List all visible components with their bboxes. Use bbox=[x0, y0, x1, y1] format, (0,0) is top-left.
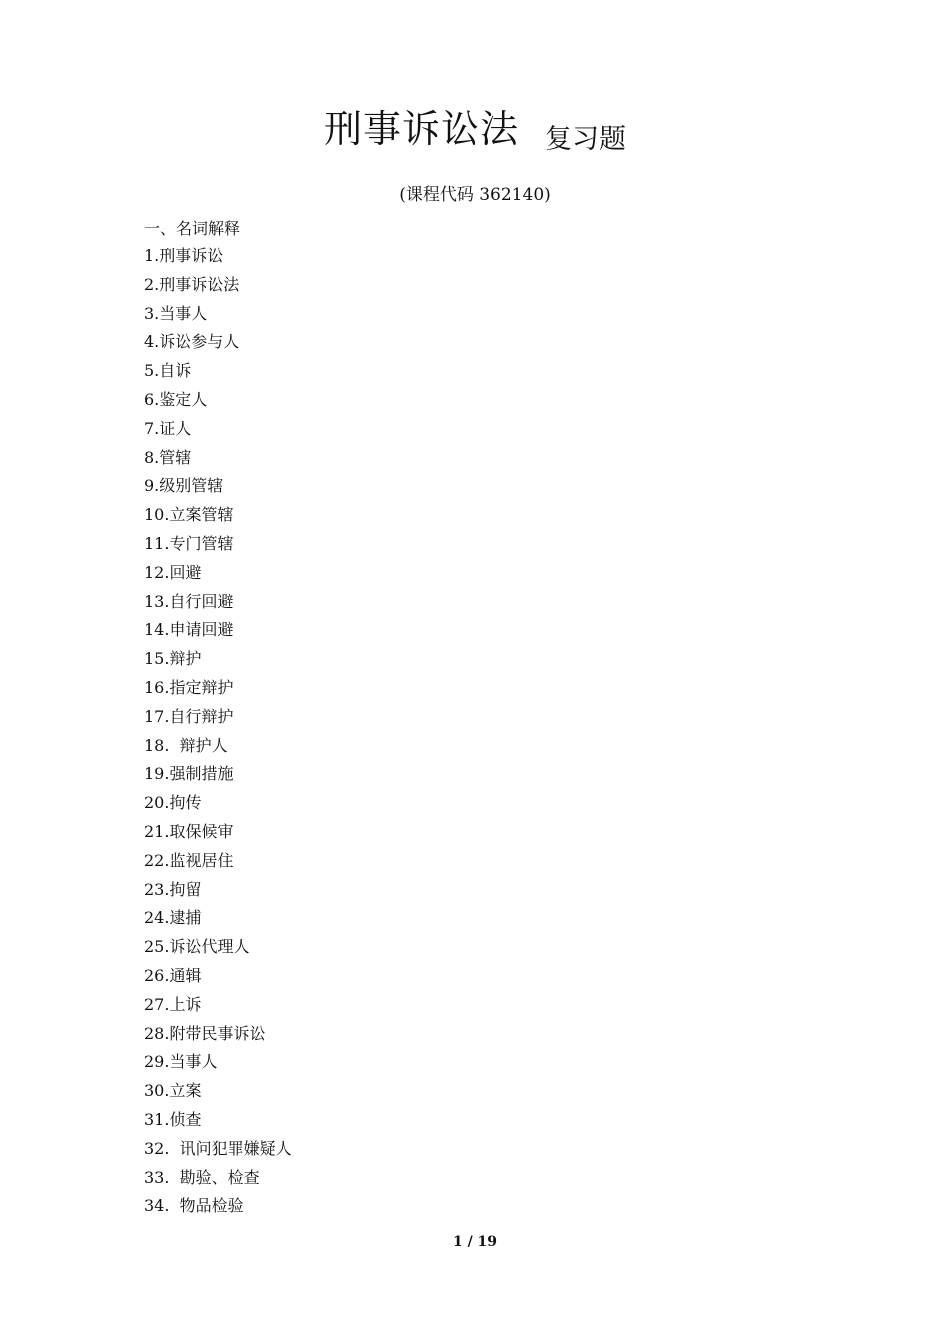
term-item: 15.辩护 bbox=[144, 649, 202, 669]
term-item: 12.回避 bbox=[144, 562, 202, 582]
term-item: 28.附带民事诉讼 bbox=[144, 1023, 266, 1043]
term-item: 34. 物品检验 bbox=[144, 1196, 244, 1216]
term-item: 10.立案管辖 bbox=[144, 505, 234, 525]
term-item: 16.指定辩护 bbox=[144, 677, 234, 697]
term-item: 17.自行辩护 bbox=[144, 706, 234, 726]
term-item: 6.鉴定人 bbox=[144, 389, 208, 409]
term-item: 14.申请回避 bbox=[144, 620, 234, 640]
term-item: 1.刑事诉讼 bbox=[144, 246, 224, 265]
term-item: 2.刑事诉讼法 bbox=[144, 274, 240, 294]
term-item: 8.管辖 bbox=[144, 447, 192, 467]
term-item: 33. 勘验、检查 bbox=[144, 1167, 260, 1187]
term-list bbox=[144, 245, 292, 1224]
term-item: 26.通辑 bbox=[144, 965, 202, 985]
term-item: 30.立案 bbox=[144, 1081, 202, 1101]
term-item: 24.逮捕 bbox=[144, 908, 202, 928]
term-item: 7.证人 bbox=[144, 418, 192, 438]
term-item: 25.诉讼代理人 bbox=[144, 937, 250, 957]
course-code: (课程代码 362140) bbox=[399, 185, 551, 205]
term-item: 13.自行回避 bbox=[144, 591, 234, 611]
term-item: 18. 辩护人 bbox=[144, 735, 228, 755]
term-item: 31.侦查 bbox=[144, 1109, 202, 1129]
term-item: 32. 讯问犯罪嫌疑人 bbox=[144, 1138, 292, 1158]
term-item: 9.级别管辖 bbox=[144, 476, 224, 496]
term-item: 21.取保候审 bbox=[144, 821, 234, 841]
term-item: 27.上诉 bbox=[144, 994, 202, 1014]
term-item: 20.拘传 bbox=[144, 793, 202, 813]
term-item: 5.自诉 bbox=[144, 361, 192, 381]
page-number: 1 / 19 bbox=[452, 1234, 498, 1250]
section-heading: 一、名词解释 bbox=[144, 219, 241, 238]
term-item: 23.拘留 bbox=[144, 879, 202, 899]
title-main: 刑事诉讼法 bbox=[323, 107, 519, 151]
document-title bbox=[0, 98, 950, 156]
term-item: 4.诉讼参与人 bbox=[144, 332, 240, 352]
term-item: 3.当事人 bbox=[144, 303, 208, 323]
term-item: 19.强制措施 bbox=[144, 764, 234, 784]
term-item: 11.专门管辖 bbox=[144, 533, 234, 553]
term-item: 22.监视居住 bbox=[144, 850, 234, 870]
title-sub: 复习题 bbox=[545, 124, 626, 155]
term-item: 29.当事人 bbox=[144, 1052, 218, 1072]
